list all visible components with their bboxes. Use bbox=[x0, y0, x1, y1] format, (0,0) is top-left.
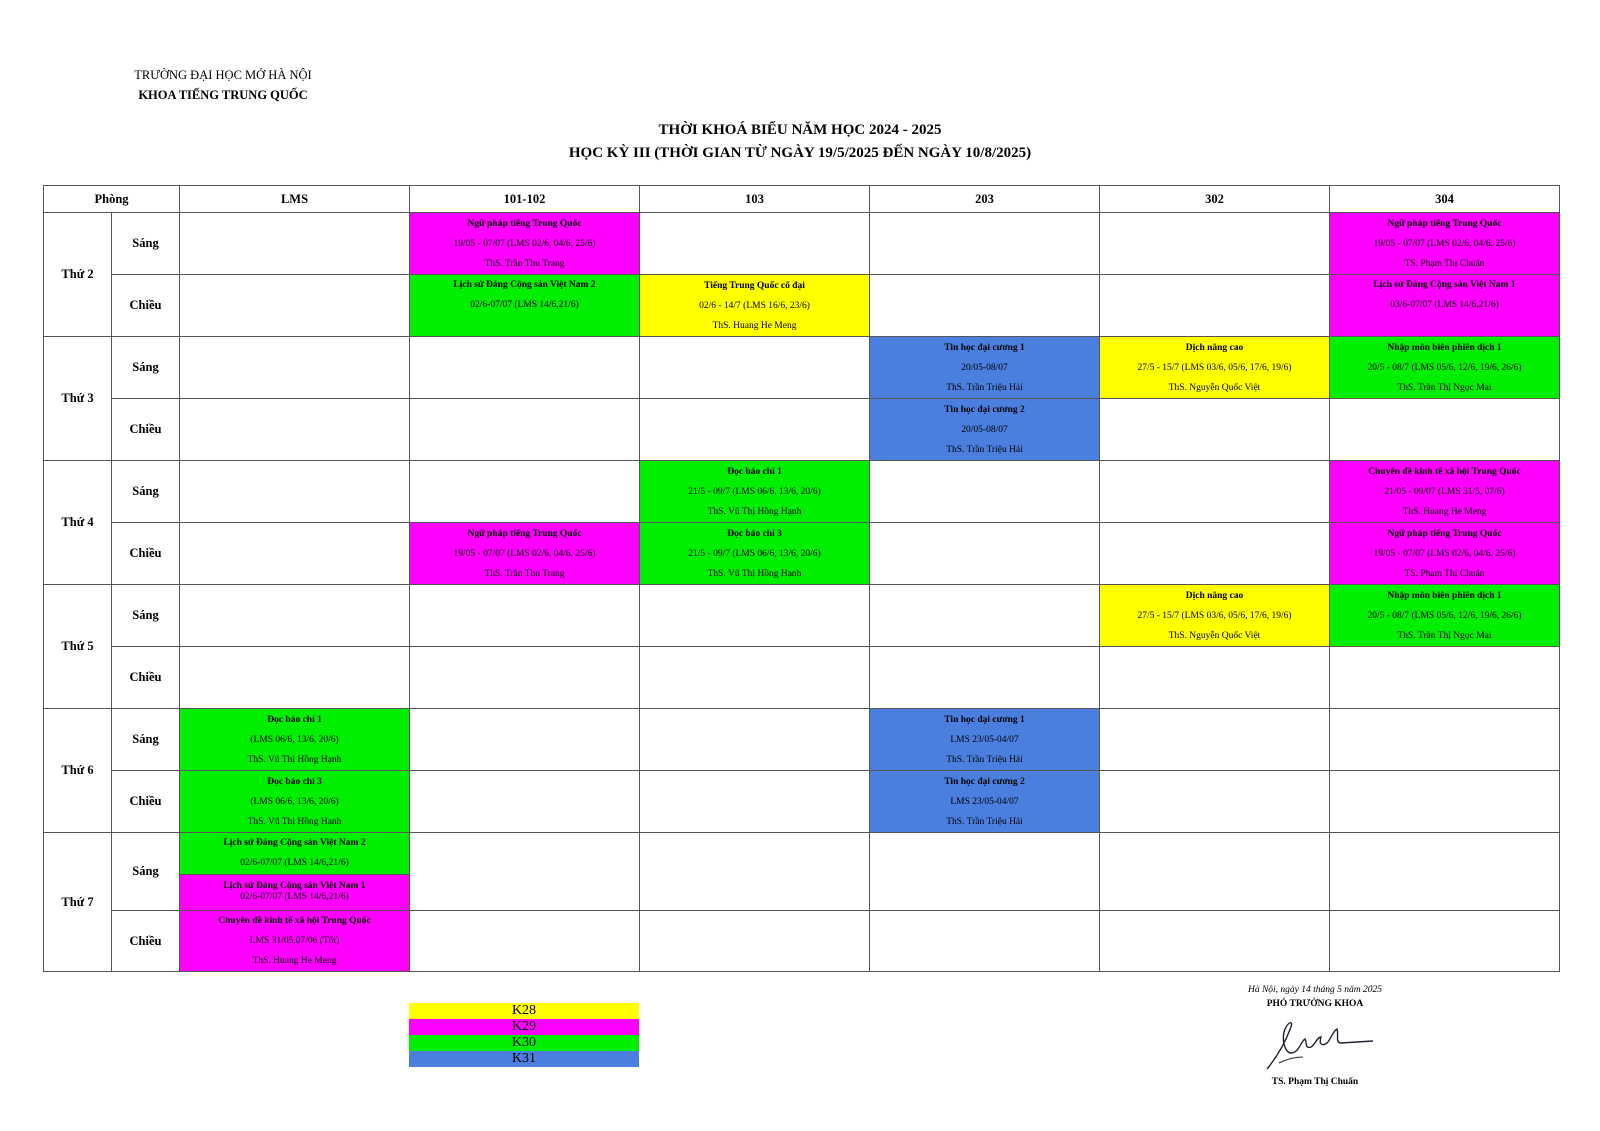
empty-cell bbox=[870, 585, 1100, 647]
legend-item-k28: K28 bbox=[409, 1003, 639, 1019]
empty-cell bbox=[1100, 911, 1330, 972]
class-cell bbox=[410, 213, 640, 275]
class-name: Nhập môn biên phiên dịch 1 bbox=[1387, 590, 1502, 601]
class-dates: 20/05-08/07 bbox=[961, 424, 1008, 435]
class-dates: 27/5 - 15/7 (LMS 03/6, 05/6, 17/6, 19/6) bbox=[1137, 610, 1292, 621]
class-dates: 20/5 - 08/7 (LMS 05/6, 12/6, 19/6, 26/6) bbox=[1367, 610, 1522, 621]
empty-cell bbox=[180, 647, 410, 709]
empty-cell bbox=[410, 337, 640, 399]
empty-cell bbox=[410, 911, 640, 972]
empty-cell bbox=[640, 399, 870, 461]
legend-item-k29: K29 bbox=[409, 1019, 639, 1035]
signature-role: PHÓ TRƯỞNG KHOA bbox=[1266, 999, 1364, 1009]
empty-cell bbox=[640, 585, 870, 647]
class-cell bbox=[180, 771, 410, 833]
class-name: Dịch nâng cao bbox=[1185, 342, 1244, 353]
empty-cell bbox=[1330, 399, 1560, 461]
table-row bbox=[44, 523, 1560, 585]
class-cell bbox=[180, 709, 410, 771]
empty-cell bbox=[1330, 709, 1560, 771]
class-name: Ngữ pháp tiếng Trung Quốc bbox=[1387, 528, 1502, 539]
class-cell bbox=[1100, 337, 1330, 399]
table-row bbox=[44, 709, 1560, 771]
empty-cell bbox=[410, 647, 640, 709]
class-dates: 21/5 - 09/7 (LMS 06/6, 13/6, 20/6) bbox=[688, 486, 821, 497]
class-name: Chuyên đề kinh tế xã hội Trung Quốc bbox=[218, 916, 371, 926]
class-cell bbox=[1330, 523, 1560, 585]
class-name: Tiếng Trung Quốc cổ đại bbox=[704, 280, 805, 291]
class-teacher: ThS. Huang He Meng bbox=[1402, 506, 1487, 517]
class-dates: 19/05 - 07/07 (LMS 02/6, 04/6, 25/6) bbox=[453, 548, 596, 559]
class-name: Lịch sử Đảng Cộng sản Việt Nam 2 bbox=[223, 838, 366, 848]
class-name: Ngữ pháp tiếng Trung Quốc bbox=[467, 528, 582, 539]
signature-block bbox=[1235, 985, 1395, 1087]
class-teacher: ThS. Trần Thị Ngọc Mai bbox=[1397, 382, 1492, 393]
class-dates: 02/6 - 14/7 (LMS 16/6, 23/6) bbox=[699, 300, 810, 311]
empty-cell bbox=[1100, 771, 1330, 833]
empty-cell bbox=[1330, 647, 1560, 709]
class-teacher: ThS. Trần Thu Trang bbox=[484, 258, 565, 269]
timetable bbox=[43, 185, 1560, 972]
class-dates: 19/05 - 07/07 (LMS 02/6, 04/6, 25/6) bbox=[453, 238, 596, 249]
room-header: 101-102 bbox=[410, 186, 640, 213]
class-teacher: ThS. Trần Triệu Hải bbox=[946, 816, 1023, 827]
empty-cell bbox=[180, 585, 410, 647]
session-label: Sáng bbox=[112, 337, 180, 399]
empty-cell bbox=[640, 213, 870, 275]
class-dates: LMS 31/05,07/06 (Tối) bbox=[249, 936, 340, 946]
class-name: Tin học đại cương 2 bbox=[944, 776, 1025, 787]
class-name: Đọc báo chí 3 bbox=[267, 776, 322, 787]
empty-cell bbox=[180, 523, 410, 585]
table-row bbox=[44, 911, 1560, 972]
empty-cell bbox=[410, 461, 640, 523]
class-name: Ngữ pháp tiếng Trung Quốc bbox=[467, 218, 582, 229]
class-name: Dịch nâng cao bbox=[1185, 590, 1244, 601]
class-name: Đọc báo chí 1 bbox=[727, 466, 782, 477]
table-row bbox=[44, 647, 1560, 709]
table-row bbox=[44, 337, 1560, 399]
class-teacher: ThS. Trần Triệu Hải bbox=[946, 754, 1023, 765]
class-name: Tin học đại cương 1 bbox=[944, 342, 1025, 353]
empty-cell bbox=[1330, 771, 1560, 833]
class-cell bbox=[870, 709, 1100, 771]
empty-cell bbox=[640, 911, 870, 972]
empty-cell bbox=[410, 833, 640, 911]
empty-cell bbox=[1100, 523, 1330, 585]
class-name: Nhập môn biên phiên dịch 1 bbox=[1387, 342, 1502, 353]
empty-cell bbox=[410, 709, 640, 771]
day-label: Thứ 7 bbox=[44, 833, 112, 972]
room-header: 103 bbox=[640, 186, 870, 213]
class-dates: 02/6-07/07 (LMS 14/6,21/6) bbox=[240, 858, 349, 868]
empty-cell bbox=[1100, 399, 1330, 461]
empty-cell bbox=[640, 647, 870, 709]
class-name: Ngữ pháp tiếng Trung Quốc bbox=[1387, 218, 1502, 229]
class-cell bbox=[1330, 461, 1560, 523]
class-teacher: TS. Phạm Thị Chuẩn bbox=[1404, 568, 1485, 579]
empty-cell bbox=[1100, 833, 1330, 911]
empty-cell bbox=[1100, 709, 1330, 771]
titles bbox=[0, 122, 1600, 168]
class-dates: 19/05 - 07/07 (LMS 02/6, 04/6, 25/6) bbox=[1373, 548, 1516, 559]
page-title: THỜI KHOÁ BIỂU NĂM HỌC 2024 - 2025 bbox=[658, 122, 942, 138]
class-teacher: ThS. Trần Thị Ngọc Mai bbox=[1397, 630, 1492, 641]
empty-cell bbox=[870, 461, 1100, 523]
session-label: Sáng bbox=[112, 833, 180, 911]
session-label: Chiều bbox=[112, 523, 180, 585]
class-cell bbox=[640, 523, 870, 585]
class-name: Tin học đại cương 2 bbox=[944, 404, 1025, 415]
room-col-header: Phòng bbox=[44, 186, 180, 213]
class-teacher: ThS. Trần Thu Trang bbox=[484, 568, 565, 579]
class-cell bbox=[1100, 585, 1330, 647]
session-label: Chiều bbox=[112, 911, 180, 972]
session-label: Sáng bbox=[112, 709, 180, 771]
class-cell bbox=[1330, 213, 1560, 275]
table-row bbox=[44, 833, 1560, 911]
class-dates: LMS 23/05-04/07 bbox=[950, 734, 1019, 745]
session-label: Chiều bbox=[112, 399, 180, 461]
class-cell bbox=[870, 399, 1100, 461]
class-cell-stack bbox=[180, 833, 410, 911]
class-cell bbox=[180, 911, 410, 972]
class-teacher: TS. Phạm Thị Chuẩn bbox=[1404, 258, 1485, 269]
legend-item-k31: K31 bbox=[409, 1051, 639, 1067]
empty-cell bbox=[640, 337, 870, 399]
empty-cell bbox=[410, 585, 640, 647]
session-label: Sáng bbox=[112, 585, 180, 647]
session-label: Sáng bbox=[112, 461, 180, 523]
class-name: Lịch sử Đảng Cộng sản Việt Nam 2 bbox=[453, 280, 596, 290]
header-left bbox=[118, 68, 328, 103]
empty-cell bbox=[1100, 275, 1330, 337]
empty-cell bbox=[640, 709, 870, 771]
empty-cell bbox=[870, 523, 1100, 585]
empty-cell bbox=[1100, 213, 1330, 275]
university-name: TRƯỜNG ĐẠI HỌC MỞ HÀ NỘI bbox=[134, 68, 312, 82]
day-label: Thứ 2 bbox=[44, 213, 112, 337]
class-cell bbox=[640, 461, 870, 523]
room-header: LMS bbox=[180, 186, 410, 213]
legend-item-k30: K30 bbox=[409, 1035, 639, 1051]
class-teacher: ThS. Vũ Thị Hồng Hạnh bbox=[707, 568, 802, 579]
empty-cell bbox=[180, 461, 410, 523]
day-label: Thứ 4 bbox=[44, 461, 112, 585]
class-cell bbox=[410, 275, 640, 337]
session-label: Sáng bbox=[112, 213, 180, 275]
class-cell bbox=[870, 771, 1100, 833]
color-legend bbox=[409, 1003, 639, 1067]
class-name: Chuyên đề kinh tế xã hội Trung Quốc bbox=[1368, 466, 1521, 477]
class-dates: 21/05 - 09/07 (LMS 31/5, 07/6) bbox=[1384, 486, 1505, 497]
class-dates: (LMS 06/6, 13/6, 20/6) bbox=[250, 734, 339, 745]
class-dates: 03/6-07/07 (LMS 14/6,21/6) bbox=[1390, 300, 1499, 310]
empty-cell bbox=[410, 399, 640, 461]
table-row bbox=[44, 771, 1560, 833]
class-dates: 21/5 - 09/7 (LMS 06/6, 13/6, 20/6) bbox=[688, 548, 821, 559]
class-dates: 27/5 - 15/7 (LMS 03/6, 05/6, 17/6, 19/6) bbox=[1137, 362, 1292, 373]
empty-cell bbox=[870, 275, 1100, 337]
class-teacher: ThS. Trần Triệu Hải bbox=[946, 382, 1023, 393]
class-teacher: ThS. Huang He Meng bbox=[712, 320, 797, 331]
table-row bbox=[44, 275, 1560, 337]
class-dates: (LMS 06/6, 13/6, 20/6) bbox=[250, 796, 339, 807]
class-name: Lịch sử Đảng Cộng sản Việt Nam 1 bbox=[1373, 280, 1516, 290]
class-cell bbox=[1330, 275, 1560, 337]
class-cell bbox=[640, 275, 870, 337]
class-teacher: ThS. Vũ Thị Hồng Hạnh bbox=[247, 816, 342, 827]
room-header: 304 bbox=[1330, 186, 1560, 213]
class-cell bbox=[1330, 585, 1560, 647]
empty-cell bbox=[180, 275, 410, 337]
class-name: Đọc báo chí 3 bbox=[727, 528, 782, 539]
room-header: 203 bbox=[870, 186, 1100, 213]
signer-name: TS. Phạm Thị Chuẩn bbox=[1271, 1077, 1359, 1087]
day-label: Thứ 5 bbox=[44, 585, 112, 709]
table-row bbox=[44, 399, 1560, 461]
class-dates: 02/6-07/07 (LMS 14/6,21/6) bbox=[240, 892, 349, 902]
room-header: 302 bbox=[1100, 186, 1330, 213]
empty-cell bbox=[1330, 911, 1560, 972]
empty-cell bbox=[1100, 461, 1330, 523]
handwritten-signature bbox=[1255, 1013, 1375, 1075]
faculty-name: KHOA TIẾNG TRUNG QUỐC bbox=[138, 88, 308, 102]
session-label: Chiều bbox=[112, 275, 180, 337]
empty-cell bbox=[180, 337, 410, 399]
class-name: Đọc báo chí 1 bbox=[267, 714, 322, 725]
empty-cell bbox=[180, 399, 410, 461]
class-teacher: ThS. Nguyễn Quốc Việt bbox=[1168, 382, 1261, 393]
empty-cell bbox=[180, 213, 410, 275]
signature-date: Hà Nội, ngày 14 tháng 5 năm 2025 bbox=[1247, 985, 1383, 995]
table-row bbox=[44, 461, 1560, 523]
class-teacher: ThS. Huang He Meng bbox=[252, 956, 337, 966]
empty-cell bbox=[1330, 833, 1560, 911]
class-cell bbox=[410, 523, 640, 585]
class-dates: 20/05-08/07 bbox=[961, 362, 1008, 373]
session-label: Chiều bbox=[112, 771, 180, 833]
class-cell bbox=[180, 833, 409, 875]
session-label: Chiều bbox=[112, 647, 180, 709]
table-row bbox=[44, 213, 1560, 275]
empty-cell bbox=[870, 647, 1100, 709]
empty-cell bbox=[1100, 647, 1330, 709]
class-cell bbox=[1330, 337, 1560, 399]
class-cell bbox=[180, 875, 409, 910]
class-dates: LMS 23/05-04/07 bbox=[950, 796, 1019, 807]
header-row bbox=[44, 186, 1560, 213]
class-dates: 20/5 - 08/7 (LMS 05/6, 12/6, 19/6, 26/6) bbox=[1367, 362, 1522, 373]
class-name: Tin học đại cương 1 bbox=[944, 714, 1025, 725]
day-label: Thứ 6 bbox=[44, 709, 112, 833]
empty-cell bbox=[410, 771, 640, 833]
empty-cell bbox=[870, 911, 1100, 972]
empty-cell bbox=[640, 771, 870, 833]
class-name: Lịch sử Đảng Cộng sản Việt Nam 1 bbox=[223, 881, 366, 891]
class-teacher: ThS. Nguyễn Quốc Việt bbox=[1168, 630, 1261, 641]
class-cell bbox=[870, 337, 1100, 399]
table-row bbox=[44, 585, 1560, 647]
empty-cell bbox=[870, 833, 1100, 911]
class-dates: 02/6-07/07 (LMS 14/6,21/6) bbox=[470, 300, 579, 310]
class-teacher: ThS. Trần Triệu Hải bbox=[946, 444, 1023, 455]
class-dates: 19/05 - 07/07 (LMS 02/6, 04/6, 25/6) bbox=[1373, 238, 1516, 249]
empty-cell bbox=[870, 213, 1100, 275]
page-subtitle: HỌC KỲ III (THỜI GIAN TỪ NGÀY 19/5/2025 ĐẾN NGÀY 10/8/2025) bbox=[568, 145, 1032, 161]
empty-cell bbox=[640, 833, 870, 911]
class-teacher: ThS. Vũ Thị Hồng Hạnh bbox=[707, 506, 802, 517]
day-label: Thứ 3 bbox=[44, 337, 112, 461]
class-teacher: ThS. Vũ Thị Hồng Hạnh bbox=[247, 754, 342, 765]
